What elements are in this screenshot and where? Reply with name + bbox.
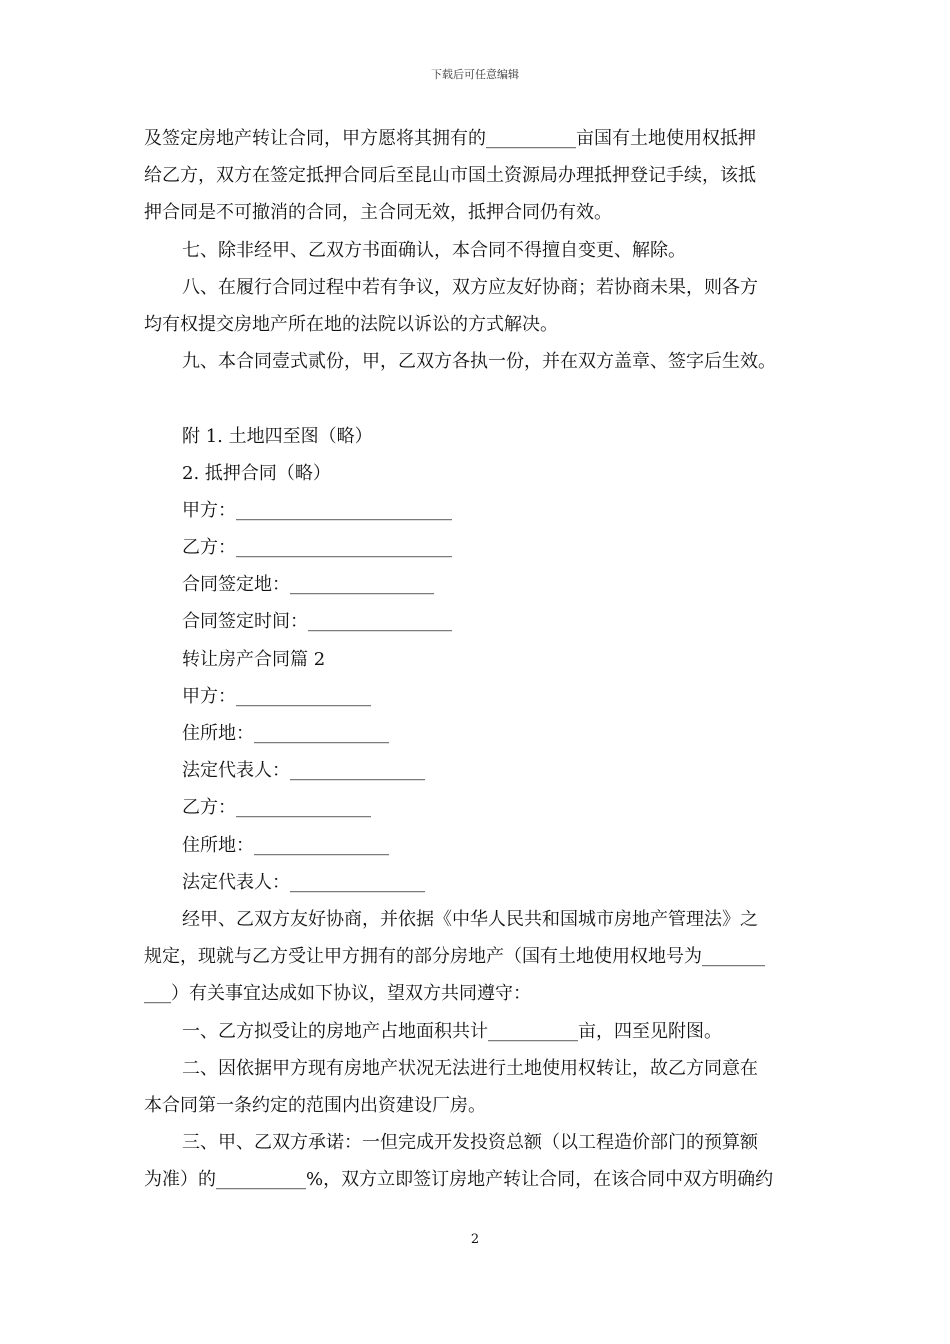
signature-party-a: 甲方：________________________ [182,499,452,521]
party-a-representative-field: 法定代表人：_______________ [182,760,425,782]
signing-time: 合同签定时间：________________ [182,611,452,633]
clause-7: 七、除非经甲、乙双方书面确认，本合同不得擅自变更、解除。 [182,239,686,261]
blank-line [144,380,816,417]
clause-1: 一、乙方拟受让的房地产占地面积共计__________亩，四至见附图。 [182,1020,722,1042]
clause-9: 九、本合同壹式贰份，甲，乙双方各执一份，并在双方盖章、签字后生效。 [182,351,776,373]
party-b-representative-field: 法定代表人：_______________ [182,871,425,893]
clause-3: 三、甲、乙双方承诺：一但完成开发投资总额（以工程造价部门的预算额 [182,1132,758,1154]
page-header: 下载后可任意编辑 [431,68,519,81]
preamble-line: ___）有关事宜达成如下协议，望双方共同遵守： [144,983,531,1005]
clause-8: 八、在履行合同过程中若有争议，双方应友好协商；若协商未果，则各方 [182,276,758,298]
preamble-line: 经甲、乙双方友好协商，并依据《中华人民共和国城市房地产管理法》之 [182,908,758,930]
preamble-line: 规定，现就与乙方受让甲方拥有的部分房地产（国有土地使用权地号为_______ [144,946,765,968]
paragraph-line: 为准）的__________%，双方立即签订房地产转让合同，在该合同中双方明确约 [144,1169,774,1191]
paragraph-line: 均有权提交房地产所在地的法院以诉讼的方式解决。 [144,313,558,335]
page-number: 2 [470,1232,480,1247]
paragraph-line: 给乙方，双方在签定抵押合同后至昆山市国土资源局办理抵押登记手续，该抵 [144,165,756,187]
signature-party-b: 乙方：________________________ [182,537,452,559]
clause-2: 二、因依据甲方现有房地产状况无法进行土地使用权转让，故乙方同意在 [182,1057,758,1079]
signing-place: 合同签定地：________________ [182,574,434,596]
section-title: 转让房产合同篇 2 [182,648,326,670]
paragraph-line: 押合同是不可撤消的合同，主合同无效，抵押合同仍有效。 [144,202,612,224]
document-body [144,120,816,1198]
party-b-field: 乙方：_______________ [182,797,371,819]
attachment-1: 附 1. 土地四至图（略） [182,425,373,447]
party-a-address-field: 住所地：_______________ [182,723,389,744]
paragraph-line: 本合同第一条约定的范围内出资建设厂房。 [144,1094,486,1116]
party-b-address-field: 住所地：_______________ [182,834,389,856]
attachment-2: 2. 抵押合同（略） [182,462,331,484]
party-a-field: 甲方：_______________ [182,685,371,707]
paragraph-line: 及签定房地产转让合同，甲方愿将其拥有的__________亩国有土地使用权抵押 [144,128,756,149]
